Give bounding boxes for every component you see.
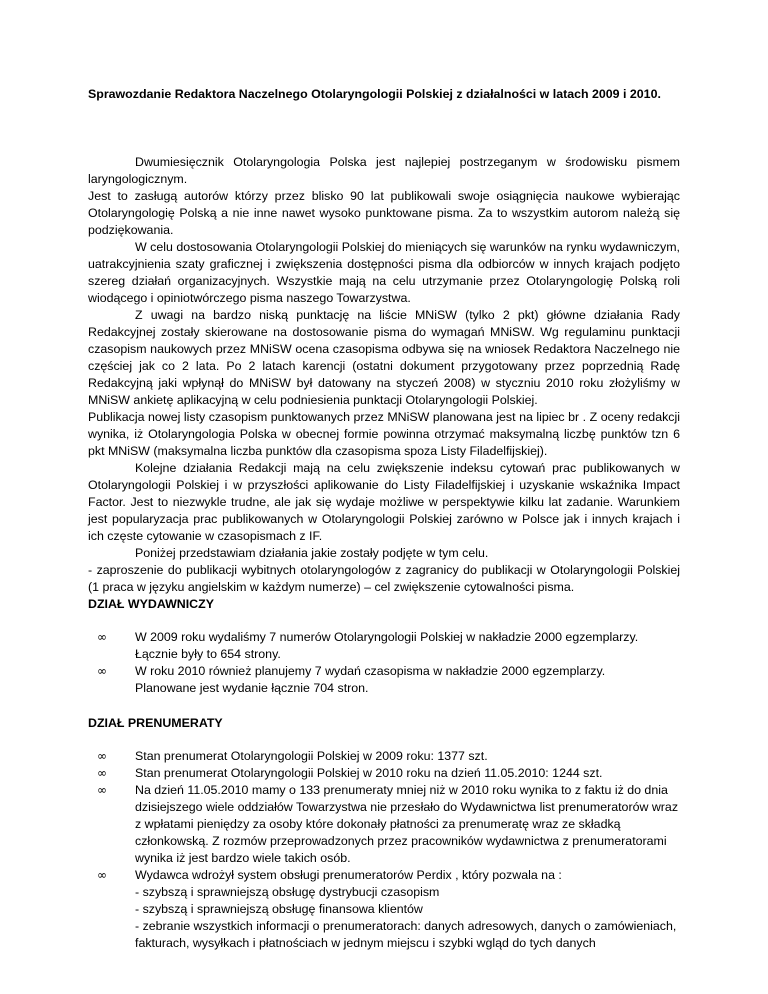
document-body	[88, 86, 680, 952]
paragraph-intro: Dwumiesięcznik Otolaryngologia Polska jest najlepiej postrzeganym w środowisku pismem laryngologicznym.	[88, 155, 680, 186]
perdix-intro: Wydawca wdrożył system obsługi prenumeratorów Perdix , który pozwala na :	[135, 868, 562, 882]
infinity-bullet-icon: ∞	[97, 749, 107, 763]
document-title: Sprawozdanie Redaktora Naczelnego Otolaryngologii Polskiej z działalności w latach 2009 i 2010.	[88, 87, 661, 101]
list-item	[88, 782, 680, 867]
infinity-bullet-icon: ∞	[97, 664, 107, 678]
list-item	[88, 629, 680, 663]
list-item	[88, 867, 680, 952]
paragraph-invitation: - zaproszenie do publikacji wybitnych otolaryngologów z zagranicy do publikacji w Otolaryngologii Polskiej (1 praca w języku angielskim w każdym numerze) – cel zwiększenie cytowalności pisma.	[88, 563, 680, 594]
infinity-bullet-icon: ∞	[97, 868, 107, 882]
list-item-text: Planowane jest wydanie łącznie 704 stron.	[135, 681, 369, 695]
infinity-bullet-icon: ∞	[97, 630, 107, 644]
list-item-text: Łącznie były to 654 strony.	[135, 647, 281, 661]
paragraph-organizational: W celu dostosowania Otolaryngologii Polskiej do mieniących się warunków na rynku wydawniczym, uatrakcyjnienia szaty graficznej i zwiększenia dostępności pisma dla odbiorców w innych krajach podjęto szereg działań organizacyjnych. Wszystkie mają na celu utrzymanie przez Otolaryngologię Polską roli wiodącego i opiniotwórczego pisma naszego Towarzystwa.	[88, 240, 680, 305]
paragraph-mnisw: Z uwagi na bardzo niską punktację na liście MNiSW (tylko 2 pkt) główne działania Rady Redakcyjnej zostały skierowane na dostosowanie pisma do wymagań MNiSW. Wg regulaminu punktacji czasopism naukowych przez MNiSW ocena czasopisma odbywa się na wniosek Redaktora Naczelnego nie częściej jak co 2 lata. Po 2 latach karencji (ostatni dokument przygotowany przez poprzednią Radę Redakcyjną jaki wpłynął do MNiSW był datowany na styczeń 2008) w styczniu 2010 roku złożyliśmy w MNiSW ankietę aplikacyjną w celu podniesienia punktacji Otolaryngologii Polskiej.	[88, 308, 680, 407]
paragraph-authors: Jest to zasługą autorów którzy przez blisko 90 lat publikowali swoje osiągnięcia naukowe wybierając Otolaryngologię Polską a nie inne nawet wysoko punktowane pisma. Za to wszystkim autorom należą się podziękowania.	[88, 189, 680, 237]
paragraph-actions-intro: Poniżej przedstawiam działania jakie zostały podjęte w tym celu.	[135, 546, 489, 560]
paragraph-citations: Kolejne działania Redakcji mają na celu zwiększenie indeksu cytowań prac publikowanych w Otolaryngologii Polskiej i w przyszłości aplikowanie do Listy Filadelfijskiej i uzyskanie wskaźnika Impact Factor. Jest to niezwykle trudne, ale jak się wydaje możliwe w perspektywie kilku lat zadanie. Warunkiem jest popularyzacja prac publikowanych w Otolaryngologii Polskiej zarówno w Polsce jak i innych krajach i ich częste cytowanie w czasopismach z IF.	[88, 461, 680, 543]
list-item-text: Stan prenumerat Otolaryngologii Polskiej w 2010 roku na dzień 11.05.2010: 1244 szt.	[135, 766, 603, 780]
wydawniczy-list	[88, 629, 680, 697]
infinity-bullet-icon: ∞	[97, 783, 107, 797]
section-heading-prenumeraty: DZIAŁ PRENUMERATY	[88, 716, 223, 730]
list-item	[88, 748, 680, 765]
list-item-text: W roku 2010 również planujemy 7 wydań czasopisma w nakładzie 2000 egzemplarzy.	[135, 664, 606, 678]
list-item	[88, 765, 680, 782]
list-item-text: Na dzień 11.05.2010 mamy o 133 prenumeraty mniej niż w 2010 roku wynika to z faktu iż do dnia dzisiejszego wiele oddziałów Towarzystwa nie przesłało do Wydawnictwa list prenumeratorów wraz z wpłatami pieniędzy za osoby które dokonały płatności za prenumeratę wraz ze składką członkowską. Z rozmów przeprowadzonych przez pracowników wydawnictwa z prenumeratorami wynika iż jest bardzo wiele takich osób.	[135, 783, 679, 865]
perdix-point: - szybszą i sprawniejszą obsługę dystrybucji czasopism	[135, 885, 440, 899]
prenumeraty-list	[88, 748, 680, 952]
list-item-text: W 2009 roku wydaliśmy 7 numerów Otolaryngologii Polskiej w nakładzie 2000 egzemplarzy.	[135, 630, 639, 644]
list-item-text: Stan prenumerat Otolaryngologii Polskiej w 2009 roku: 1377 szt.	[135, 749, 488, 763]
section-heading-wydawniczy: DZIAŁ WYDAWNICZY	[88, 597, 214, 611]
perdix-point: - szybszą i sprawniejszą obsługę finansowa klientów	[135, 902, 423, 916]
infinity-bullet-icon: ∞	[97, 766, 107, 780]
paragraph-publication-list: Publikacja nowej listy czasopism punktowanych przez MNiSW planowana jest na lipiec br . Z oceny redakcji wynika, iż Otolaryngologia Polska w obecnej formie powinna otrzymać maksymalną liczbę punktów tzn 6 pkt MNiSW (maksymalna liczba punktów dla czasopisma spoza Listy Filadelfijskiej).	[88, 410, 680, 458]
list-item	[88, 663, 680, 697]
perdix-point: - zebranie wszystkich informacji o prenumeratorach: danych adresowych, danych o zamówieniach, fakturach, wysyłkach i płatnościach w jednym miejscu i szybki wgląd do tych danych	[135, 919, 677, 950]
